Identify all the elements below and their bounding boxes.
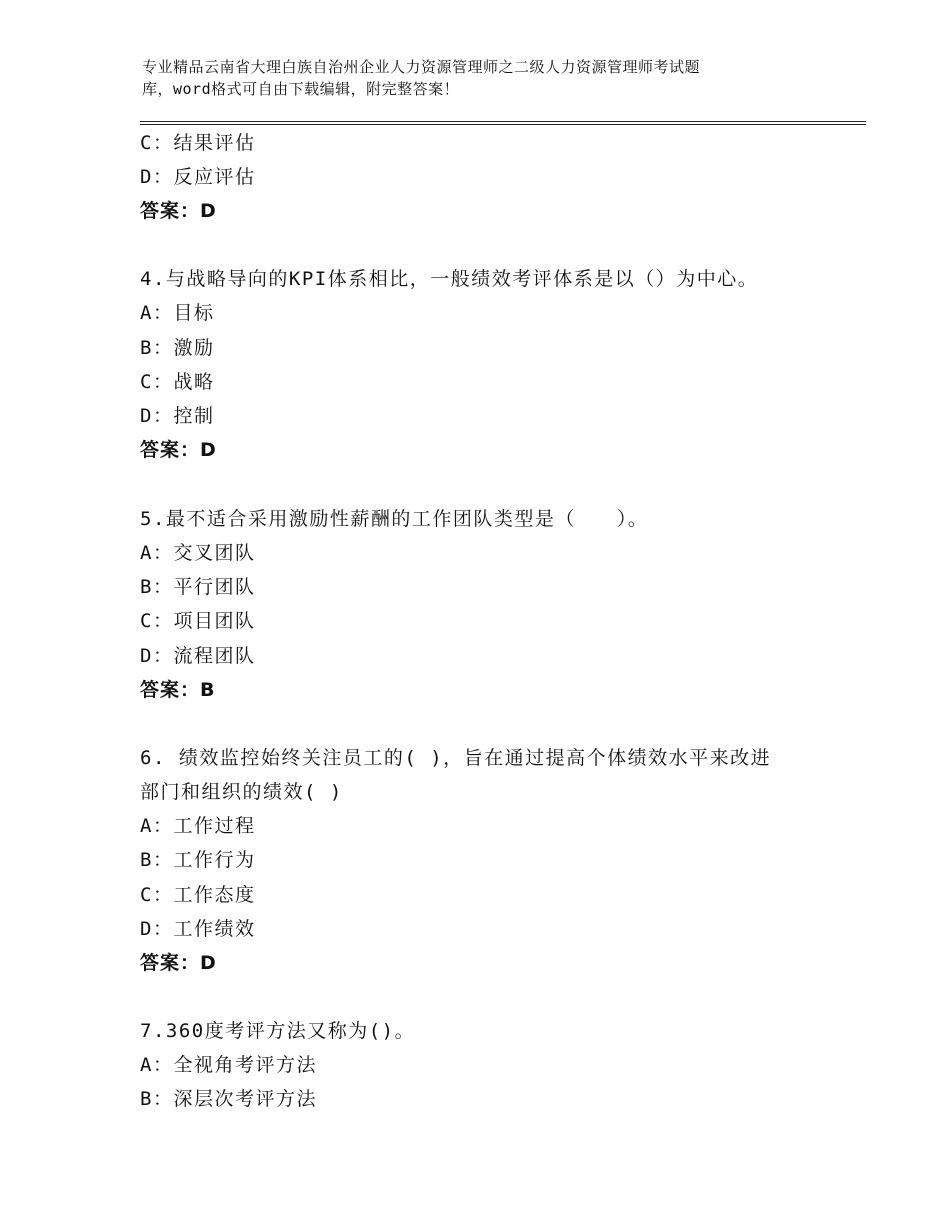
- question-7-text: 7.360度考评方法又称为()。: [140, 1020, 416, 1042]
- q5-option-b: B：平行团队: [140, 576, 256, 598]
- option-c: C：结果评估: [140, 132, 256, 154]
- q5-answer: 答案：B: [140, 679, 216, 701]
- q5-option-a: A：交叉团队: [140, 542, 256, 564]
- question-6-text-line-2: 部门和组织的绩效( ): [140, 781, 343, 803]
- q6-option-d: D：工作绩效: [140, 918, 256, 940]
- option-d: D：反应评估: [140, 166, 256, 188]
- q4-option-a: A：目标: [140, 302, 215, 324]
- header-line-2: 库，word格式可自由下载编辑，附完整答案！: [142, 80, 460, 98]
- q6-option-b: B：工作行为: [140, 849, 256, 871]
- q6-answer: 答案：D: [140, 952, 217, 974]
- q4-option-d: D：控制: [140, 405, 215, 427]
- question-5-text: 5.最不适合采用激励性薪酬的工作团队类型是（ ）。: [140, 508, 649, 530]
- answer: 答案：D: [140, 200, 217, 222]
- q6-option-c: C：工作态度: [140, 884, 256, 906]
- q5-option-c: C：项目团队: [140, 610, 256, 632]
- q4-answer: 答案：D: [140, 439, 217, 461]
- question-4-text: 4.与战略导向的KPI体系相比，一般绩效考评体系是以（）为中心。: [140, 268, 759, 290]
- q4-option-c: C：战略: [140, 371, 215, 393]
- q7-option-b: B：深层次考评方法: [140, 1088, 317, 1110]
- header-line-1: 专业精品云南省大理白族自治州企业人力资源管理师之二级人力资源管理师考试题: [142, 58, 701, 76]
- question-6-text-line-1: 6. 绩效监控始终关注员工的( )，旨在通过提高个体绩效水平来改进: [140, 747, 772, 769]
- document-header: [142, 56, 842, 100]
- q5-option-d: D：流程团队: [140, 645, 256, 667]
- q7-option-a: A：全视角考评方法: [140, 1054, 317, 1076]
- header-divider-bottom: [140, 124, 866, 125]
- q4-option-b: B：激励: [140, 337, 215, 359]
- q6-option-a: A：工作过程: [140, 815, 256, 837]
- header-divider-top: [140, 121, 866, 122]
